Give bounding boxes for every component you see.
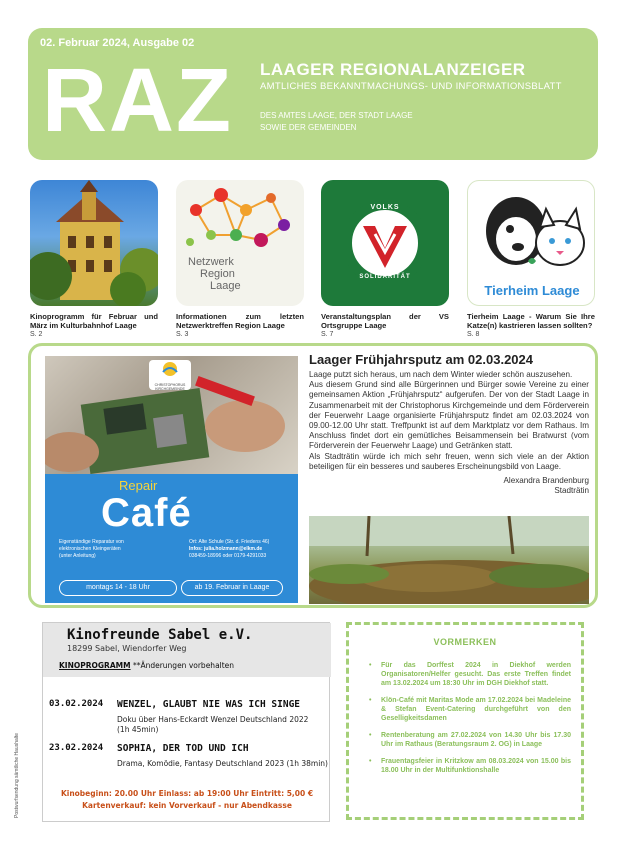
list-item: • Frauentagsfeier in Kritzkow am 08.03.2024 von 15.00 bis 18.00 Uhr in der Multifunktionshalle <box>369 757 571 775</box>
newspaper-title: LAAGER REGIONALANZEIGER <box>260 60 526 79</box>
poster-info-left: Eigenständige Reparatur von elektronischen Kleingeräten (unter Anleitung) <box>59 539 124 559</box>
poster-info-right: Ort: Alte Schule (Str. d. Friedens 46) Infos: julia.holzmann@elkm.de 038459-18996 oder 0179-4291033 <box>189 539 270 559</box>
church-logo: CHRISTOPHORUS KIRCHGEMEINDE <box>149 360 191 390</box>
article-intro: Laage putzt sich heraus, um nach dem Winter wieder schön auszusehen. <box>309 370 573 379</box>
tierheim-logo <box>467 180 595 306</box>
vormerken-title: VORMERKEN <box>433 637 497 647</box>
vormerken-list <box>369 661 571 783</box>
network-logo <box>176 180 304 306</box>
film-desc: Doku über Hans-Eckardt Wenzel Deutschland 2022 (1h 45min) <box>117 715 309 734</box>
film-desc: Drama, Komödie, Fantasy Deutschland 2023 (1h 38min) <box>117 759 328 768</box>
poster-repair: Repair <box>119 478 158 493</box>
kino-title: Kinofreunde Sabel e.V. <box>67 627 253 643</box>
teaser-caption: Kinoprogramm für Februar und März im Kulturbahnhof Laage <box>30 312 158 330</box>
film-title: WENZEL, GLAUBT NIE WAS ICH SINGE <box>117 699 301 710</box>
postal-note: Postwurfsendung sämtliche Haushalte <box>14 732 20 818</box>
film-title: SOPHIA, DER TOD UND ICH <box>117 743 249 754</box>
article-body: Aus diesem Grund sind alle Bürgerinnen und Bürger sowie Vereine zu einer gemeinsamen Aktion „Frühjahrsputz“ aufgerufen. Der von der Stadt Laage in Zusammenarbeit mit der Christophorus Kirchgemeinde und dem Förderverein der Feuerwehr Laage organisierte Frühjahrsputz findet am 02.03.2024 von 09.00-12.00 Uhr statt. Treffpunkt ist auf dem Marktplatz vor dem Rathaus. Im Anschluss findet dort ein gemütliches Beisammensein bei Bratwurst (vom Förderverein der Feuerwehr Laage) und Getränken statt. <box>309 380 589 451</box>
logo-text-top: VOLKS <box>370 204 400 211</box>
newspaper-subtitle: AMTLICHES BEKANNTMACHUNGS- UND INFORMATIONSBLATT <box>260 81 562 92</box>
article-author: Alexandra Brandenburg <box>503 476 589 486</box>
article-appeal: Als Stadträtin würde ich mich sehr freuen, wenn sich viele an der Aktion beteiligen für ein besseres und sauberes Erscheinungsbild von Laage. <box>309 451 589 471</box>
vormerken-box <box>346 622 584 820</box>
kino-program-label: KINOPROGRAMM **Änderungen vorbehalten <box>59 661 235 670</box>
article-title: Laager Frühjahrsputz am 02.03.2024 <box>309 352 533 367</box>
page-ref: S. 7 <box>321 331 334 338</box>
article-author-role: Stadträtin <box>554 486 589 496</box>
poster-start: ab 19. Februar in Laage <box>181 580 283 596</box>
teaser-vs[interactable] <box>321 180 449 339</box>
film-date: 03.02.2024 <box>49 699 104 709</box>
logo-wordmark: Tierheim Laage <box>484 283 580 298</box>
film-date: 23.02.2024 <box>49 743 104 753</box>
list-item: • Rentenberatung am 27.02.2024 von 14.30 Uhr bis 17.30 Uhr im Rathaus (Beratungsraum 2. OG) in Laage <box>369 731 571 749</box>
poster-time: montags 14 - 18 Uhr <box>59 580 177 596</box>
feature-box <box>28 343 598 608</box>
volkssolidaritaet-logo <box>321 180 449 306</box>
building-photo <box>30 180 158 306</box>
logo-wordmark: Netzwerk Region Laage <box>188 256 241 292</box>
page-ref: S. 2 <box>30 331 43 338</box>
kino-address: 18299 Sabel, Wiendorfer Weg <box>67 644 187 653</box>
leaves-photo <box>309 516 589 604</box>
article-fruehjahrsputz <box>309 352 589 496</box>
page-ref: S. 8 <box>467 331 480 338</box>
list-item: • Für das Dorffest 2024 in Diekhof werden Organisatoren/Helfer gesucht. Das erste Treffen findet am 13.02.2024 um 18:30 Uhr im DGH Diekhof statt. <box>369 661 571 688</box>
kino-tickets: Kartenverkauf: kein Vorverkauf - nur Abendkasse <box>82 801 292 810</box>
repair-cafe-poster[interactable] <box>45 356 298 603</box>
publisher-line: DES AMTES LAAGE, DER STADT LAAGE SOWIE DER GEMEINDEN <box>260 111 413 132</box>
teaser-caption: Informationen zum letzten Netzwerktreffen Region Laage <box>176 312 304 330</box>
teaser-kino[interactable] <box>30 180 158 339</box>
poster-cafe: Café <box>101 491 192 535</box>
list-item: • Klön-Café mit Maritas Mode am 17.02.2024 bei Madeleine & Stefan Event-Catering durchgeführt von den Geselligkeitsdamen <box>369 696 571 723</box>
issue-date: 02. Februar 2024, Ausgabe 02 <box>40 37 195 49</box>
page-ref: S. 3 <box>176 331 189 338</box>
teaser-netzwerk[interactable] <box>176 180 304 339</box>
kino-ad <box>42 622 330 822</box>
masthead <box>28 28 598 160</box>
kino-times: Kinobeginn: 20.00 Uhr Einlass: ab 19:00 Uhr Eintritt: 5,00 € <box>60 789 314 798</box>
logo-text-bottom: SOLIDARITÄT <box>359 274 411 280</box>
teaser-tierheim[interactable] <box>467 180 595 339</box>
raz-logo: RAZ <box>42 51 233 151</box>
teaser-caption: Veranstaltungsplan der VS Ortsgruppe Laage <box>321 312 449 330</box>
teaser-caption: Tierheim Laage - Warum Sie Ihre Katze(n) kastrieren lassen sollten? <box>467 312 595 330</box>
